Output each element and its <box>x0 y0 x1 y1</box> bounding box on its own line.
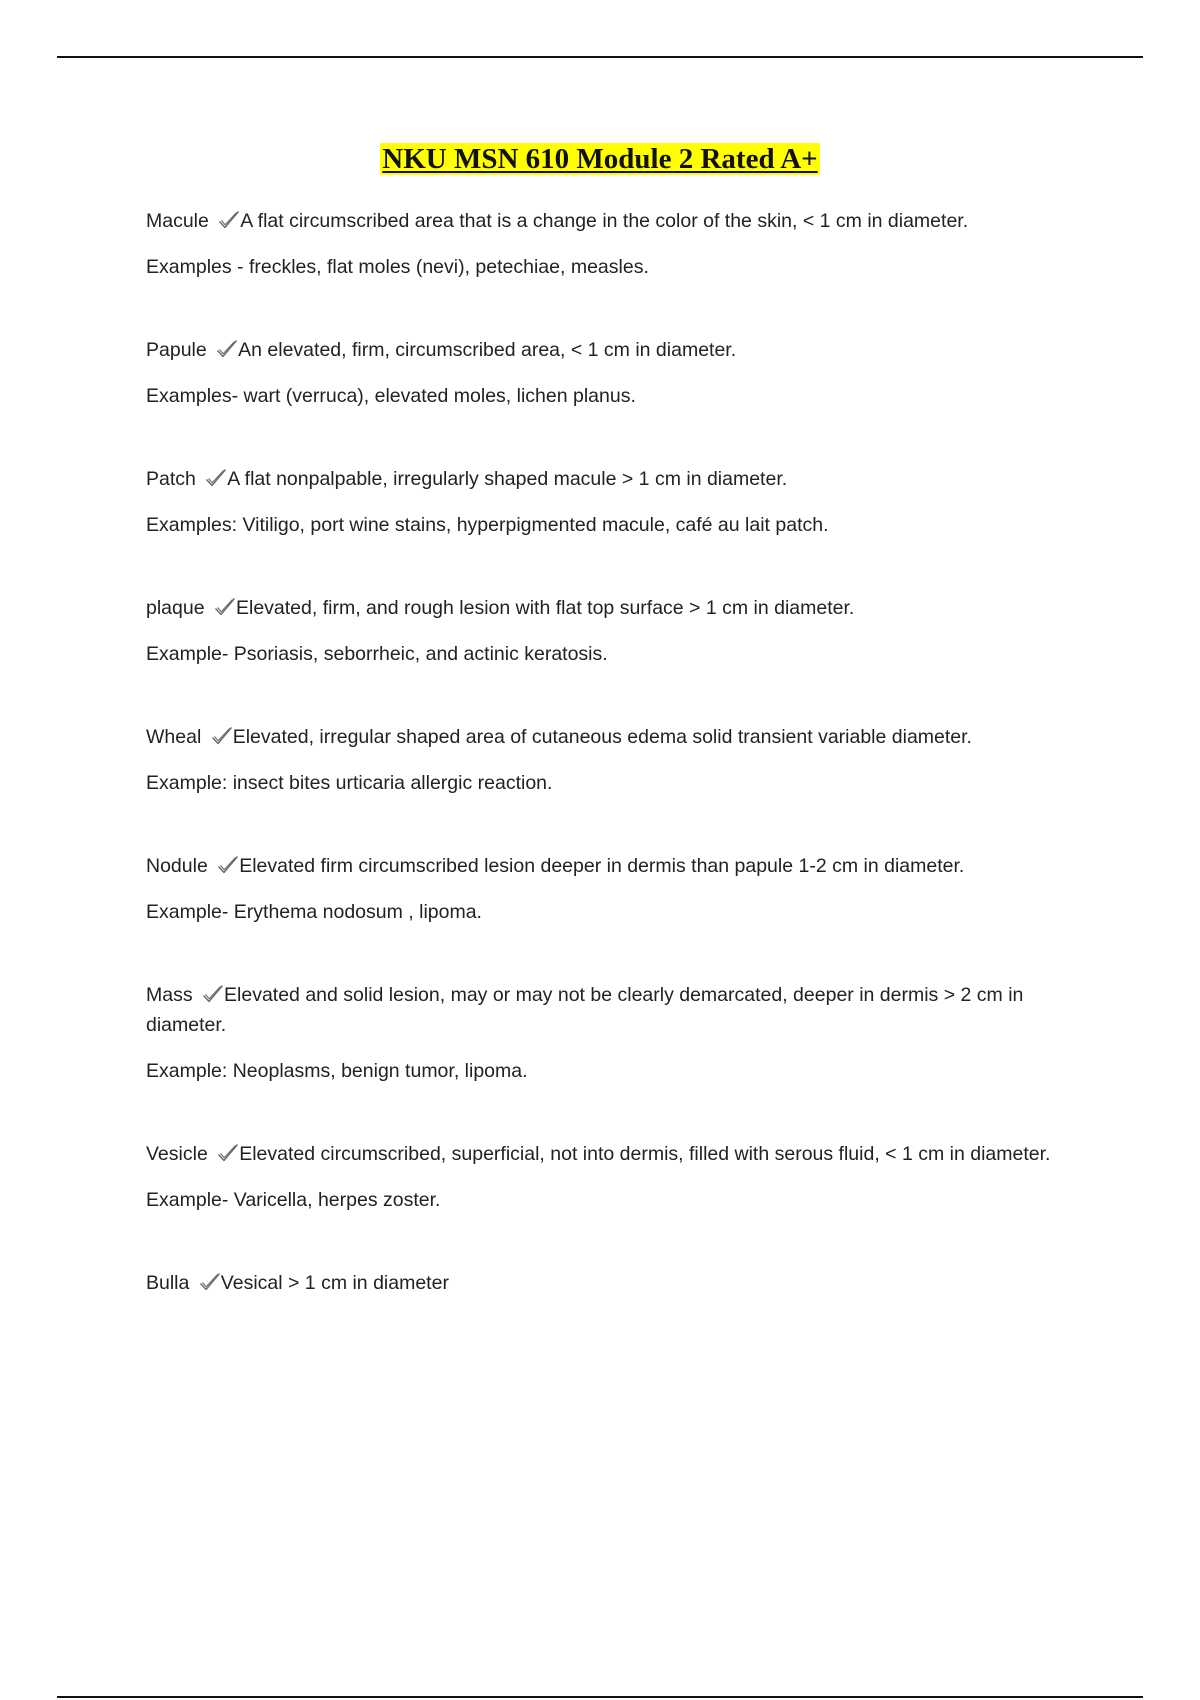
definition: Elevated, irregular shaped area of cutaneous edema solid transient variable diameter. <box>232 726 972 748</box>
check-mark-icon <box>205 468 227 488</box>
document-title: NKU MSN 610 Module 2 Rated A+ <box>382 143 818 175</box>
definition: An elevated, firm, circumscribed area, < 1 cm in diameter. <box>238 339 737 361</box>
example: Examples- wart (verruca), elevated moles, lichen planus. <box>146 385 636 407</box>
example: Example: Neoplasms, benign tumor, lipoma. <box>146 1060 528 1082</box>
term: Macule <box>146 210 209 232</box>
term: Papule <box>146 339 207 361</box>
example: Examples - freckles, flat moles (nevi), petechiae, measles. <box>146 256 649 278</box>
entry-papule <box>146 335 1066 411</box>
example: Examples: Vitiligo, port wine stains, hyperpigmented macule, café au lait patch. <box>146 514 829 536</box>
definition-line <box>146 980 1066 1040</box>
definition: A flat circumscribed area that is a change in the color of the skin, < 1 cm in diameter. <box>240 210 969 232</box>
check-mark-icon <box>199 1272 221 1292</box>
check-mark-icon <box>217 1143 239 1163</box>
entry-patch <box>146 464 1066 540</box>
entry-mass <box>146 980 1066 1086</box>
term: Vesicle <box>146 1143 208 1165</box>
definition-line <box>146 206 1066 236</box>
definition: Elevated and solid lesion, may or may not be clearly demarcated, deeper in dermis > 2 cm in diameter. <box>146 984 1024 1036</box>
definition: Elevated firm circumscribed lesion deeper in dermis than papule 1-2 cm in diameter. <box>239 855 965 877</box>
term: Mass <box>146 984 193 1006</box>
check-mark-icon <box>211 726 233 746</box>
term: Nodule <box>146 855 208 877</box>
definition-line <box>146 1139 1066 1169</box>
check-mark-icon <box>216 339 238 359</box>
check-mark-icon <box>217 855 239 875</box>
entry-vesicle <box>146 1139 1066 1215</box>
definition-line <box>146 464 1066 494</box>
example: Example- Psoriasis, seborrheic, and actinic keratosis. <box>146 643 608 665</box>
definition: A flat nonpalpable, irregularly shaped macule > 1 cm in diameter. <box>227 468 788 490</box>
example: Example- Varicella, herpes zoster. <box>146 1189 441 1211</box>
entry-plaque <box>146 593 1066 669</box>
check-mark-icon <box>214 597 236 617</box>
check-mark-icon <box>218 210 240 230</box>
entry-nodule <box>146 851 1066 927</box>
term: Patch <box>146 468 196 490</box>
top-divider <box>57 56 1143 58</box>
entry-wheal <box>146 722 1066 798</box>
definition-line <box>146 593 1066 623</box>
term: Wheal <box>146 726 202 748</box>
term: Bulla <box>146 1272 190 1294</box>
definition: Elevated circumscribed, superficial, not into dermis, filled with serous fluid, < 1 cm in diameter. <box>239 1143 1051 1165</box>
definition-line <box>146 851 1066 881</box>
definition-line <box>146 1268 1066 1298</box>
title-container <box>0 142 1200 176</box>
definition-line <box>146 722 1066 752</box>
term: plaque <box>146 597 205 619</box>
document-body <box>146 206 1066 1351</box>
check-mark-icon <box>202 984 224 1004</box>
example: Example- Erythema nodosum , lipoma. <box>146 901 482 923</box>
entry-bulla <box>146 1268 1066 1298</box>
definition: Vesical > 1 cm in diameter <box>220 1272 449 1294</box>
entry-macule <box>146 206 1066 282</box>
definition: Elevated, firm, and rough lesion with flat top surface > 1 cm in diameter. <box>235 597 855 619</box>
example: Example: insect bites urticaria allergic reaction. <box>146 772 553 794</box>
bottom-divider <box>57 1696 1143 1698</box>
definition-line <box>146 335 1066 365</box>
